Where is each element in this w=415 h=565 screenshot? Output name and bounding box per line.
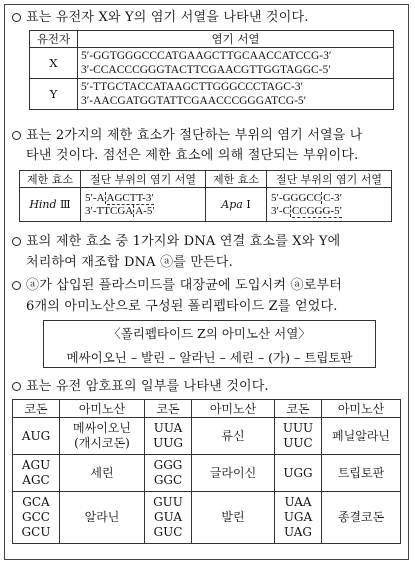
header-amino-3: 아미노산 xyxy=(322,400,401,418)
amino-acid: 종결코돈 xyxy=(337,510,385,524)
amino-acid: 메싸이오닌 xyxy=(73,421,131,435)
amino-acid: 류신 xyxy=(221,428,245,443)
amino-cell xyxy=(192,418,275,455)
polypeptide-box-title: 〈폴리펩타이드 Z의 아미노산 서열〉 xyxy=(108,326,311,341)
header-codon-3: 코돈 xyxy=(275,400,322,418)
codon-cell xyxy=(275,418,322,455)
bullet-circle-icon xyxy=(12,237,21,246)
amino-cell xyxy=(60,492,145,544)
bullet-circle-icon xyxy=(12,281,21,290)
apai-top-strand xyxy=(271,192,391,205)
codon-cell xyxy=(13,455,60,492)
hindiii-bottom-strand xyxy=(85,205,205,218)
amino-cell xyxy=(60,455,145,492)
codon-cell xyxy=(13,418,60,455)
gene-x: X xyxy=(30,48,78,79)
codon: AGU xyxy=(21,458,51,472)
table-row xyxy=(13,492,401,544)
bullet-circle-icon xyxy=(12,382,21,391)
polypeptide-z-box xyxy=(43,320,376,368)
enzyme-hindiii-name: Hind xyxy=(29,198,57,211)
enzyme-apai-name: Apa xyxy=(221,198,243,211)
codon: AUG xyxy=(21,428,51,443)
apai-site xyxy=(267,188,392,222)
amino-acid: 세린 xyxy=(90,465,114,480)
q4-statement-line1 xyxy=(12,277,342,294)
header-enzyme-2: 제한 효소 xyxy=(206,171,267,188)
amino-acid: 트립토판 xyxy=(337,465,385,480)
amino-cell xyxy=(192,492,275,544)
codon: GUA xyxy=(154,510,182,524)
amino-acid: 발린 xyxy=(221,510,245,524)
amino-acid-note: (개시코돈) xyxy=(74,436,130,450)
codon-cell xyxy=(275,492,322,544)
header-codon-1: 코돈 xyxy=(13,400,60,418)
gene-x-strand-bottom: 3′-CCACCCGGGTACTTCGAACGTTGGTAGGC-5′ xyxy=(81,64,331,76)
enzyme-hindiii-numeral: Ⅲ xyxy=(56,198,71,211)
header-amino-2: 아미노산 xyxy=(192,400,275,418)
header-amino-1: 아미노산 xyxy=(60,400,145,418)
q2-statement-line1 xyxy=(12,127,363,144)
apai-bottom-strand xyxy=(271,205,391,218)
gene-sequence-table xyxy=(29,30,394,110)
enzyme-apai xyxy=(206,188,267,222)
gene-y-strand-top: 5′-TTGCTACCATAAGCTTGGGCCCTAGC-3′ xyxy=(81,81,304,93)
codon-cell xyxy=(145,455,192,492)
codon: GUC xyxy=(153,525,183,539)
amino-cell xyxy=(192,455,275,492)
codon: UUU xyxy=(282,421,314,435)
polypeptide-sequence: 메싸이오닌 – 발린 – 알라닌 – 세린 – (가) – 트립토판 xyxy=(66,350,353,365)
codon: UAA xyxy=(284,495,312,509)
codon-table xyxy=(12,399,401,544)
hindiii-top-left: 5′-A xyxy=(85,191,105,204)
apai-bottom-left: 3′-C xyxy=(271,204,290,217)
amino-cell xyxy=(322,455,401,492)
table-row xyxy=(13,455,401,492)
enzyme-hindiii xyxy=(20,188,81,222)
codon-cell xyxy=(275,455,322,492)
bullet-circle-icon xyxy=(12,13,21,22)
amino-acid: 글라이신 xyxy=(209,465,257,480)
amino-cell xyxy=(60,418,145,455)
gene-y-strand-bottom: 3′-AACGATGGTATTCGAACCCGGGATCG-5′ xyxy=(81,95,307,107)
codon: GCA xyxy=(22,495,50,509)
apai-top-left: 5′-GGGCC xyxy=(271,191,322,204)
codon: GGC xyxy=(153,473,183,487)
table-row xyxy=(13,418,401,455)
q4-statement-line2: 6개의 아미노산으로 구성된 폴리펩타이드 Z를 얻었다. xyxy=(26,299,338,314)
codon: UUA xyxy=(153,421,183,435)
codon-cell xyxy=(145,418,192,455)
q3-statement-line2: 처리하여 재조합 DNA ⓐ를 만든다. xyxy=(26,255,233,270)
gene-x-sequence xyxy=(78,48,394,79)
q2-statement-line2: 타낸 것이다. 점선은 제한 효소에 의해 절단되는 부위이다. xyxy=(26,148,359,163)
codon: UAG xyxy=(284,525,312,539)
codon-cell xyxy=(13,492,60,544)
codon: UUC xyxy=(283,436,313,450)
q1-text: 표는 유전자 X와 Y의 염기 서열을 나타낸 것이다. xyxy=(26,10,309,25)
codon: GGG xyxy=(153,458,183,472)
codon: GUU xyxy=(153,495,183,509)
amino-acid: 알라닌 xyxy=(84,510,120,524)
header-gene: 유전자 xyxy=(30,31,78,48)
codon: AGC xyxy=(22,473,50,487)
amino-cell xyxy=(322,418,401,455)
q5-statement xyxy=(12,378,269,395)
codon: UGG xyxy=(283,465,313,480)
enzyme-apai-numeral: Ⅰ xyxy=(242,198,251,211)
codon: UUG xyxy=(153,436,183,450)
hindiii-top-strand xyxy=(85,192,205,205)
amino-acid: 페닐알라닌 xyxy=(332,428,390,443)
header-sequence: 염기 서열 xyxy=(78,31,394,48)
q3-text-line1: 표의 제한 효소 중 1가지와 DNA 연결 효소를 X와 Y에 xyxy=(26,234,341,249)
hindiii-bottom-left: 3′-TTCGA xyxy=(85,204,134,217)
q4-text-line1: ⓐ가 삽입된 플라스미드를 대장균에 도입시켜 ⓐ로부터 xyxy=(26,278,342,293)
codon: GCU xyxy=(21,525,51,539)
amino-cell xyxy=(322,492,401,544)
q1-statement xyxy=(12,9,309,26)
header-codon-2: 코돈 xyxy=(145,400,192,418)
header-site-1: 절단 부위의 염기 서열 xyxy=(81,171,206,188)
q3-statement-line1 xyxy=(12,233,340,250)
hindiii-site xyxy=(81,188,206,222)
gene-y: Y xyxy=(30,79,78,110)
codon: UGA xyxy=(283,510,313,524)
gene-x-strand-top: 5′-GGTGGGCCCATGAAGCTTGCAACCATCCG-3′ xyxy=(81,50,332,62)
hindiii-top-right: AGCTT-3′ xyxy=(106,191,154,204)
header-enzyme-1: 제한 효소 xyxy=(20,171,81,188)
apai-bottom-right: CCGGG-5′ xyxy=(291,204,342,217)
q5-text: 표는 유전 암호표의 일부를 나타낸 것이다. xyxy=(26,379,269,394)
bullet-circle-icon xyxy=(12,131,21,140)
header-site-2: 절단 부위의 염기 서열 xyxy=(267,171,392,188)
codon: GCC xyxy=(22,510,50,524)
gene-y-sequence xyxy=(78,79,394,110)
codon-cell xyxy=(145,492,192,544)
restriction-enzyme-table xyxy=(19,170,392,222)
hindiii-bottom-right: A-5′ xyxy=(135,204,155,217)
apai-top-right: C-3′ xyxy=(323,191,342,204)
q2-text-line1: 표는 2가지의 제한 효소가 절단하는 부위의 염기 서열을 나 xyxy=(26,128,363,143)
